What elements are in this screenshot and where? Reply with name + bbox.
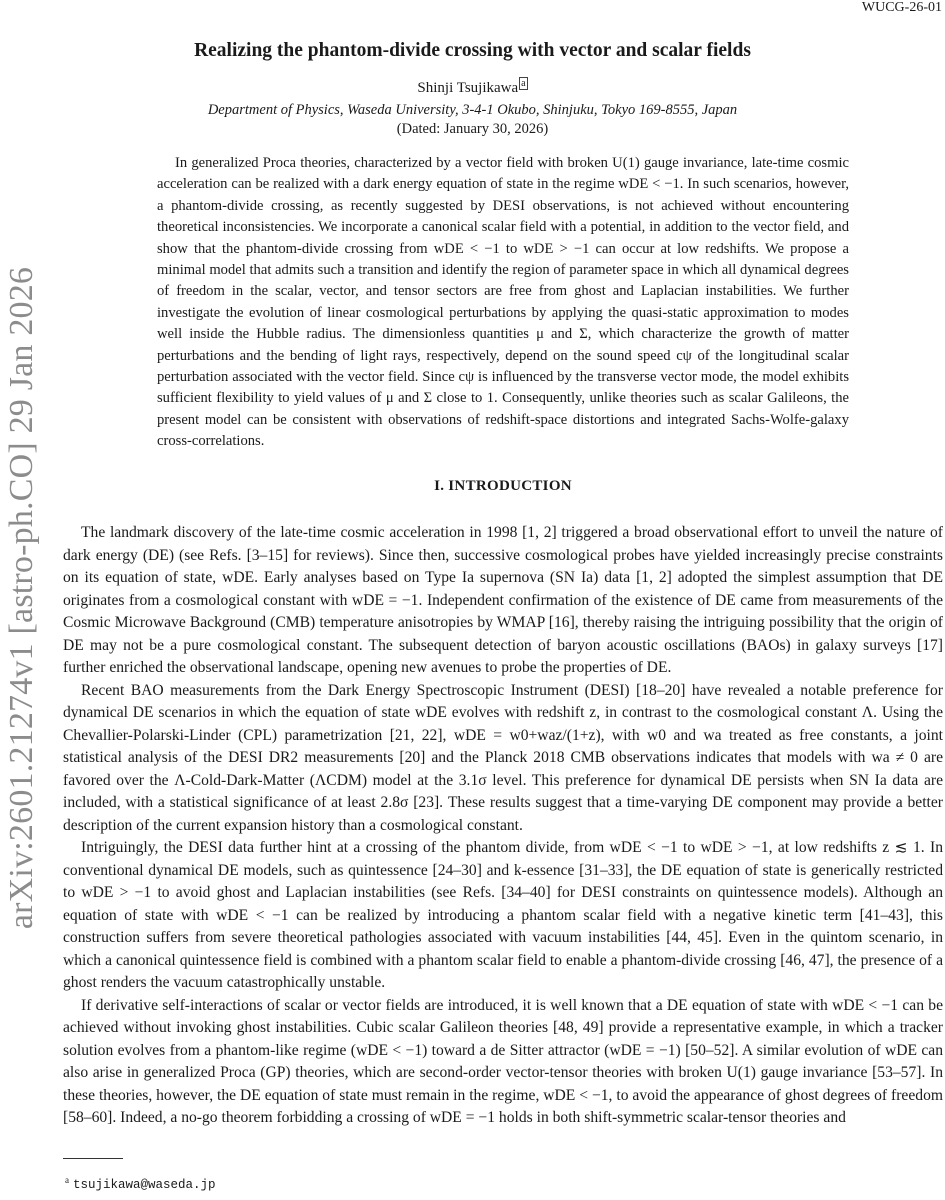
footnote [65,1175,216,1192]
author-name: Shinji Tsujikawa [417,80,519,96]
author-line [0,79,945,97]
introduction-body [63,522,943,1130]
footnote-mark: a [65,1175,69,1185]
affiliation: Department of Physics, Waseda University, 3-4-1 Okubo, Shinjuku, Tokyo 169-8555, Japan [207,102,738,118]
paragraph: If derivative self-interactions of scalar or vector fields are introduced, it is well known that a DE equation of state with wDE < −1 can be achieved without invoking ghost instabilities. Cubic scalar Galileon theories [48, 49] provide a representative example, in which a tracker solution evolves from a phantom-like regime (wDE < −1) toward a de Sitter attractor (wDE = −1) [50–52]. A similar evolution of wDE can also arise in generalized Proca (GP) theories, which are second-order vector-tensor theories with broken U(1) gauge invariance [53–57]. In these theories, however, the DE equation of state must remain in the regime, wDE < −1, to avoid the appearance of ghost degrees of freedom [58–60]. Indeed, a no-go theorem forbidding a crossing of wDE = −1 holds in both shift-symmetric scalar-tensor theories and [63,996,943,1126]
date-line: (Dated: January 30, 2026) [396,121,549,137]
abstract: In generalized Proca theories, characterized by a vector field with broken U(1) gauge invariance, late-time cosmic acceleration can be realized with a dark energy equation of state in the regime wDE < −1. In such scenarios, however, a phantom-divide crossing, as recently suggested by DESI observations, is not achieved without encountering theoretical inconsistencies. We incorporate a canonical scalar field with a potential, in addition to the vector field, and show that the phantom-divide crossing from wDE < −1 to wDE > −1 can occur at low redshifts. We propose a minimal model that admits such a transition and identify the region of parameter space in which all dynamical degrees of freedom in the scalar, vector, and tensor sectors are free from ghost and Laplacian instabilities. We further investigate the evolution of linear cosmological perturbations by applying the quasi-static approximation to modes well inside the Hubble radius. The dimensionless quantities μ and Σ, which characterize the growth of matter perturbations and the bending of light rays, respectively, depend on the sound speed cψ of the longitudinal scalar perturbation associated with the vector field. Since cψ is influenced by the transverse vector mode, the model exhibits sufficient flexibility to yield values of μ and Σ close to 1. Consequently, unlike theories such as scalar Galileons, the present model can be consistent with observations of redshift-space distortions and integrated Sachs-Wolfe-galaxy cross-correlations. [157,155,849,450]
section-heading-introduction: I. INTRODUCTION [434,478,572,494]
report-number: WUCG-26-01 [861,0,942,15]
paper-title: Realizing the phantom-divide crossing with vector and scalar fields [194,40,751,61]
paragraph: The landmark discovery of the late-time cosmic acceleration in 1998 [1, 2] triggered a broad observational effort to unveil the nature of dark energy (DE) (see Refs. [3–15] for reviews). Since then, successive cosmological probes have yielded increasingly precise constraints on its equation of state, wDE. Early analyses based on Type Ia supernova (SN Ia) data [1, 2] adopted the simplest assumption that DE originates from a cosmological constant with wDE = −1. Independent confirmation of the existence of DE came from measurements of the Cosmic Microwave Background (CMB) temperature anisotropies by WMAP [16], thereby raising the intriguing possibility that the origin of DE may not be a pure cosmological constant. The subsequent detection of baryon acoustic oscillations (BAOs) in galaxy surveys [17] further enriched the observational landscape, opening new avenues to probe the properties of DE. [63,524,943,676]
footnote-divider [63,1158,123,1159]
author-footnote-link[interactable]: a [521,78,526,89]
paragraph: Intriguingly, the DESI data further hint at a crossing of the phantom divide, from wDE < −1 to wDE > −1, at low redshifts z ≲ 1. In conventional dynamical DE models, such as quintessence [24–30] and k-essence [31–33], the DE equation of state is generically restricted to wDE > −1 to avoid ghost and Laplacian instabilities (see Refs. [34–40] for DESI constraints on quintessence models). Although an equation of state with wDE < −1 can be realized by introducing a phantom scalar field with a negative kinetic term [41–43], this construction suffers from severe theoretical pathologies associated with vacuum instabilities [44, 45]. Even in the quintom scenario, in which a canonical quintessence field is combined with a phantom scalar field to enable a phantom-divide crossing [46, 47], the presence of a ghost renders the vacuum catastrophically unstable. [63,839,943,991]
paragraph: Recent BAO measurements from the Dark Energy Spectroscopic Instrument (DESI) [18–20] have revealed a notable preference for dynamical DE scenarios in which the equation of state wDE evolves with redshift z, in contrast to the cosmological constant Λ. Using the Chevallier-Polarski-Linder (CPL) parametrization [21, 22], wDE = w0+waz/(1+z), with w0 and wa treated as free constants, a joint statistical analysis of the DESI DR2 measurements [20] and the Planck 2018 CMB observations indicates that models with wa ≠ 0 are favored over the Λ-Cold-Dark-Matter (ΛCDM) model at the 3.1σ level. This preference for dynamical DE persists when SN Ia data are included, with a statistical significance of at least 2.8σ [23]. These results suggest that a time-varying DE component may provide a better description of the current expansion history than a cosmological constant. [63,681,943,834]
author-email-link[interactable]: tsujikawa@waseda.jp [73,1178,216,1193]
arxiv-stamp: arXiv:2601.21274v1 [astro-ph.CO] 29 Jan 2026 [3,266,40,930]
